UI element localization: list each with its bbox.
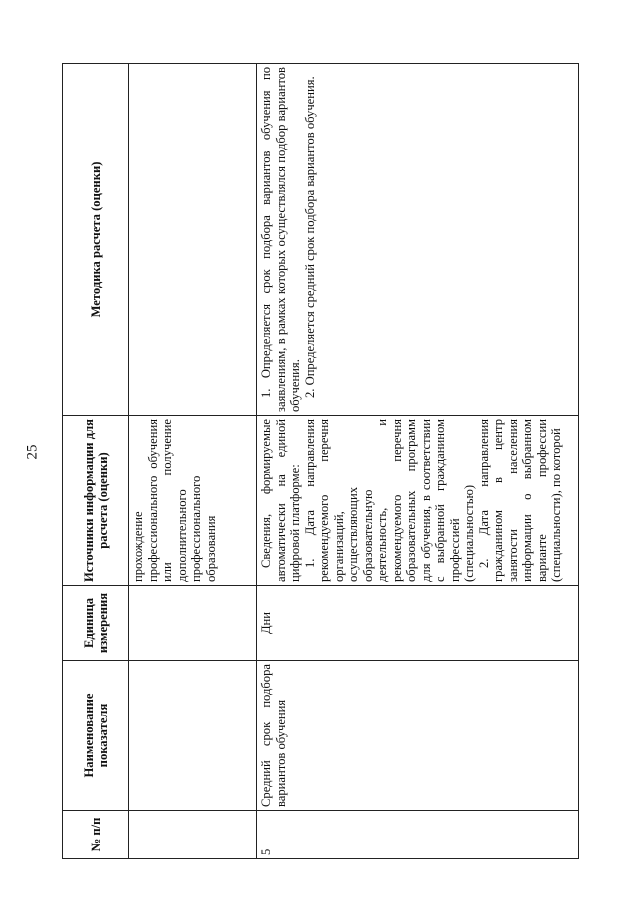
cell-name: Средний срок подбора вариантов обучения [257, 661, 579, 811]
cell-unit [129, 586, 257, 661]
indicators-table [62, 63, 579, 859]
cell-method [129, 64, 257, 416]
sources-item-1: 1. Дата направления рекомендуемого перечня организаций, осуществляющих образовательную деятельность, и рекомендуемого перечня образовательных программ для обучения, в соответствии с выбранной гражданином профессией (специальностью) [302, 419, 476, 582]
header-sources: Источники информации для расчета (оценки) [63, 416, 129, 586]
page-number: 25 [24, 444, 41, 460]
rotated-table-container [62, 64, 579, 859]
header-name: Наименование показателя [63, 661, 129, 811]
cell-num: 5 [257, 811, 579, 859]
cell-sources: прохождение профессионального обучения или получение дополнительного профессионального образования [129, 416, 257, 586]
table-row [257, 64, 579, 859]
sources-item-2: 2. Дата направления гражданином в центр занятости населения информации о выбранном варианте профессии (специальности), по которой [476, 419, 563, 582]
header-row [63, 64, 129, 859]
header-unit: Единица измерения [63, 586, 129, 661]
method-item-1: 1. Определяется срок подбора вариантов обучения по заявлениям, в рамках которых осуществлялся подбор вариантов обучения. [259, 67, 302, 412]
header-method: Методика расчета (оценки) [63, 64, 129, 416]
cell-unit: Дни [257, 586, 579, 661]
cell-num [129, 811, 257, 859]
table-row [129, 64, 257, 859]
cell-sources [257, 416, 579, 586]
method-item-2: 2. Определяется средний срок подбора вариантов обучения. [302, 76, 317, 398]
header-num: № п/п [63, 811, 129, 859]
sources-intro: Сведения, формируемые автоматически на единой цифровой платформе: [259, 419, 302, 582]
cell-method [257, 64, 579, 416]
cell-name [129, 661, 257, 811]
